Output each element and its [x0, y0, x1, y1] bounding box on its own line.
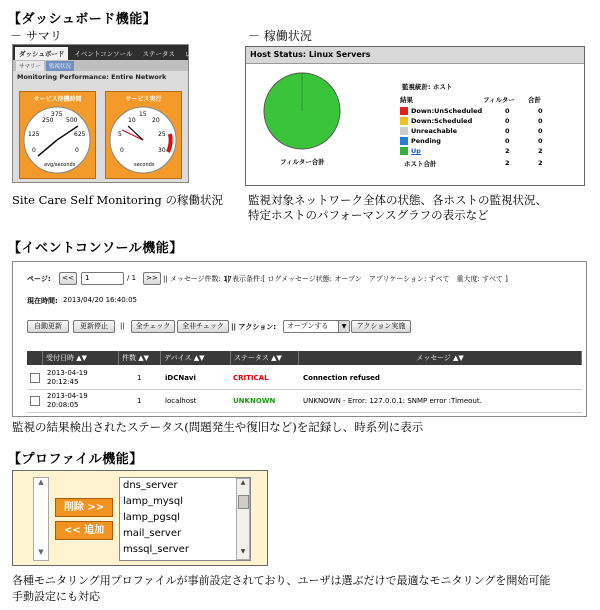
add-button[interactable]: << 追加	[55, 521, 113, 540]
row-count: 1	[137, 397, 142, 405]
status-row-label: Down:Scheduled	[411, 117, 473, 125]
gauge-tick: 5	[118, 131, 122, 138]
col-filter: フィルター	[483, 96, 515, 104]
status-row-filter: 0	[505, 137, 510, 145]
list-item[interactable]: lamp_pgsql	[123, 512, 181, 523]
tab-dashboard[interactable]: ダッシュボード	[15, 47, 68, 60]
status-row-label: Pending	[411, 137, 441, 145]
header-date[interactable]: 受付日時 ▲▼	[43, 351, 119, 365]
gauge-tick: 10	[128, 117, 136, 124]
pie-caption: フィルター合計	[280, 158, 325, 166]
subtab-monitoring[interactable]: 監視状況	[46, 61, 74, 71]
table-row[interactable]	[27, 367, 582, 390]
list-item[interactable]: mail_server	[123, 528, 182, 539]
dashboard-heading: 【ダッシュボード機能】	[8, 12, 157, 27]
prev-page-button[interactable]: <<	[59, 272, 77, 285]
separator: ||	[120, 322, 125, 330]
event-table-header	[27, 351, 582, 365]
status-row-filter: 0	[505, 127, 510, 135]
gauge-label: サービス実行	[125, 96, 162, 103]
gauge-wait-time	[19, 91, 96, 179]
status-color-swatch	[400, 127, 408, 135]
action-select[interactable]	[283, 320, 350, 333]
gauge-tick: 375	[51, 111, 63, 118]
profile-heading: 【プロファイル機能】	[8, 452, 143, 467]
col-result: 結果	[400, 96, 413, 104]
gauge-tick: 15	[139, 111, 147, 118]
status-row-label: Down:UnScheduled	[411, 107, 483, 115]
gauge-dial	[20, 102, 95, 176]
action-label: || アクション:	[231, 323, 276, 331]
action-select-value: オープンする	[287, 322, 329, 330]
col-total: 合計	[528, 96, 541, 104]
row-message: Connection refused	[303, 374, 380, 382]
row-time: 20:12:45	[47, 378, 79, 386]
header-count[interactable]: 件数 ▲▼	[119, 351, 161, 365]
row-date: 2013-04-19	[47, 392, 88, 400]
tab-report[interactable]: レポ	[184, 50, 198, 58]
status-caption-line2: 特定ホストのパフォーマンスグラフの表示など	[248, 208, 489, 222]
auto-refresh-button[interactable]: 自動更新	[27, 320, 69, 333]
row-checkbox[interactable]	[30, 373, 40, 383]
next-page-button[interactable]: >>	[143, 272, 161, 285]
page-label: ページ:	[27, 275, 51, 283]
gauge-unit: avg/seconds	[44, 162, 76, 168]
status-color-swatch	[400, 117, 408, 125]
event-console-screenshot	[12, 261, 587, 417]
scroll-down-icon[interactable]: ▼	[38, 548, 44, 556]
status-row-filter: 2	[505, 147, 510, 155]
chevron-down-icon: ▼	[338, 321, 349, 332]
row-status: CRITICAL	[233, 374, 269, 382]
summary-caption: Site Care Self Monitoring の稼働状況	[12, 193, 223, 207]
row-device: iDCNavi	[165, 374, 196, 382]
current-time-value: 2013/04/20 16:40:05	[63, 296, 138, 304]
header-checkbox-col	[27, 351, 43, 365]
gauge-unit: seconds	[134, 162, 155, 168]
status-row-total: 2	[538, 147, 543, 155]
host-status-screenshot	[245, 46, 585, 186]
current-time-label: 現在時間:	[27, 297, 58, 305]
row-time: 20:08:05	[47, 401, 79, 409]
row-date: 2013-04-19	[47, 369, 88, 377]
tab-status[interactable]: ステータス	[142, 50, 175, 58]
gauge-label: サービス待機時間	[33, 96, 82, 103]
status-color-swatch	[400, 147, 408, 155]
scrollbar[interactable]	[236, 478, 250, 560]
header-device[interactable]: デバイス ▲▼	[161, 351, 231, 365]
gauge-dial	[106, 102, 181, 176]
stop-refresh-button[interactable]: 更新停止	[73, 320, 115, 333]
stats-title: 監視統計: ホスト	[402, 83, 453, 91]
gauge-tick: 250	[42, 117, 54, 124]
status-color-swatch	[400, 107, 408, 115]
status-row-label: Unreachable	[411, 127, 458, 135]
profile-list[interactable]	[119, 477, 251, 561]
status-row-total: 0	[538, 117, 543, 125]
summary-screenshot	[12, 44, 198, 183]
event-caption: 監視の結果検出されたステータス(問題発生や復旧など)を記録し、時系列に表示	[12, 420, 424, 434]
status-row-filter: 0	[505, 107, 510, 115]
tab-event-console[interactable]: イベントコンソール	[74, 50, 133, 58]
host-sum-total: 2	[538, 159, 543, 167]
check-all-button[interactable]: 全チェック	[131, 320, 175, 333]
left-list[interactable]	[33, 477, 49, 561]
scroll-up-icon[interactable]: ▲	[38, 478, 44, 486]
status-row-total: 0	[538, 137, 543, 145]
status-label: － 稼働状況	[248, 29, 312, 43]
gauge-tick: 20	[152, 117, 160, 124]
row-status: UNKNOWN	[233, 397, 276, 405]
status-row-total: 0	[538, 127, 543, 135]
header-status[interactable]: ステータス ▲▼	[231, 351, 299, 365]
page-input[interactable]: 1	[81, 272, 124, 285]
row-device: localhost	[165, 397, 197, 405]
scroll-down-icon[interactable]: ▼	[240, 548, 246, 555]
profile-screenshot	[12, 470, 268, 566]
row-count: 1	[137, 374, 142, 382]
status-row-total: 0	[538, 107, 543, 115]
host-status-pie	[262, 71, 342, 151]
row-message: UNKNOWN - Error: 127.0.0.1: SNMP error :Timeout.	[303, 397, 482, 405]
status-color-swatch	[400, 137, 408, 145]
gauge-tick: 500	[66, 117, 78, 124]
gauge-exec-time	[105, 91, 182, 179]
gauge-tick: 125	[28, 131, 40, 138]
subtab-summary[interactable]: サマリー	[16, 61, 44, 71]
host-sum-label: ホスト合計	[404, 160, 437, 168]
gauge-tick: 0	[32, 147, 36, 154]
page-total: / 1	[127, 274, 137, 282]
host-status-title: Host Status: Linux Servers	[246, 47, 584, 64]
profile-caption-line1: 各種モニタリング用プロファイルが事前設定されており、ユーザは選ぶだけで最適なモニタリングを開始可能	[12, 574, 551, 587]
delete-button[interactable]: 削除 >>	[55, 498, 113, 517]
filter-conditions: || 表示条件:[ ログメッセージ状態: オープン アプリケーション: すべて 重大度: すべて ]	[225, 275, 508, 283]
uncheck-all-button[interactable]: 全非チェック	[177, 320, 229, 333]
gauge-tick: 30	[158, 147, 166, 154]
host-sum-filter: 2	[505, 159, 510, 167]
execute-action-button[interactable]: アクション実施	[351, 320, 411, 333]
gauge-tick: 0	[120, 147, 124, 154]
profile-caption-line2: 手動設定にも対応	[12, 590, 100, 603]
scroll-up-icon[interactable]: ▲	[240, 479, 246, 486]
row-checkbox[interactable]	[30, 396, 40, 406]
status-row-label[interactable]: Up	[411, 147, 421, 155]
header-message[interactable]: メッセージ ▲▼	[299, 351, 582, 365]
gauge-tick: 0	[75, 147, 79, 154]
gauge-tick: 25	[158, 131, 166, 138]
status-row-filter: 0	[505, 117, 510, 125]
monitoring-performance-title: Monitoring Performance: Entire Network	[17, 73, 167, 81]
list-item[interactable]: lamp_mysql	[123, 496, 183, 507]
gauge-tick: 625	[74, 131, 86, 138]
list-item[interactable]: dns_server	[123, 480, 178, 491]
summary-label: － サマリ	[10, 29, 62, 43]
list-item[interactable]: mssql_server	[123, 544, 189, 555]
event-heading: 【イベントコンソール機能】	[8, 241, 183, 256]
status-caption-line1: 監視対象ネットワーク全体の状態、各ホストの監視状況、	[248, 193, 547, 207]
scroll-thumb[interactable]	[238, 495, 249, 509]
table-row[interactable]	[27, 390, 582, 413]
message-count: || メッセージ件数: 17	[163, 275, 233, 283]
